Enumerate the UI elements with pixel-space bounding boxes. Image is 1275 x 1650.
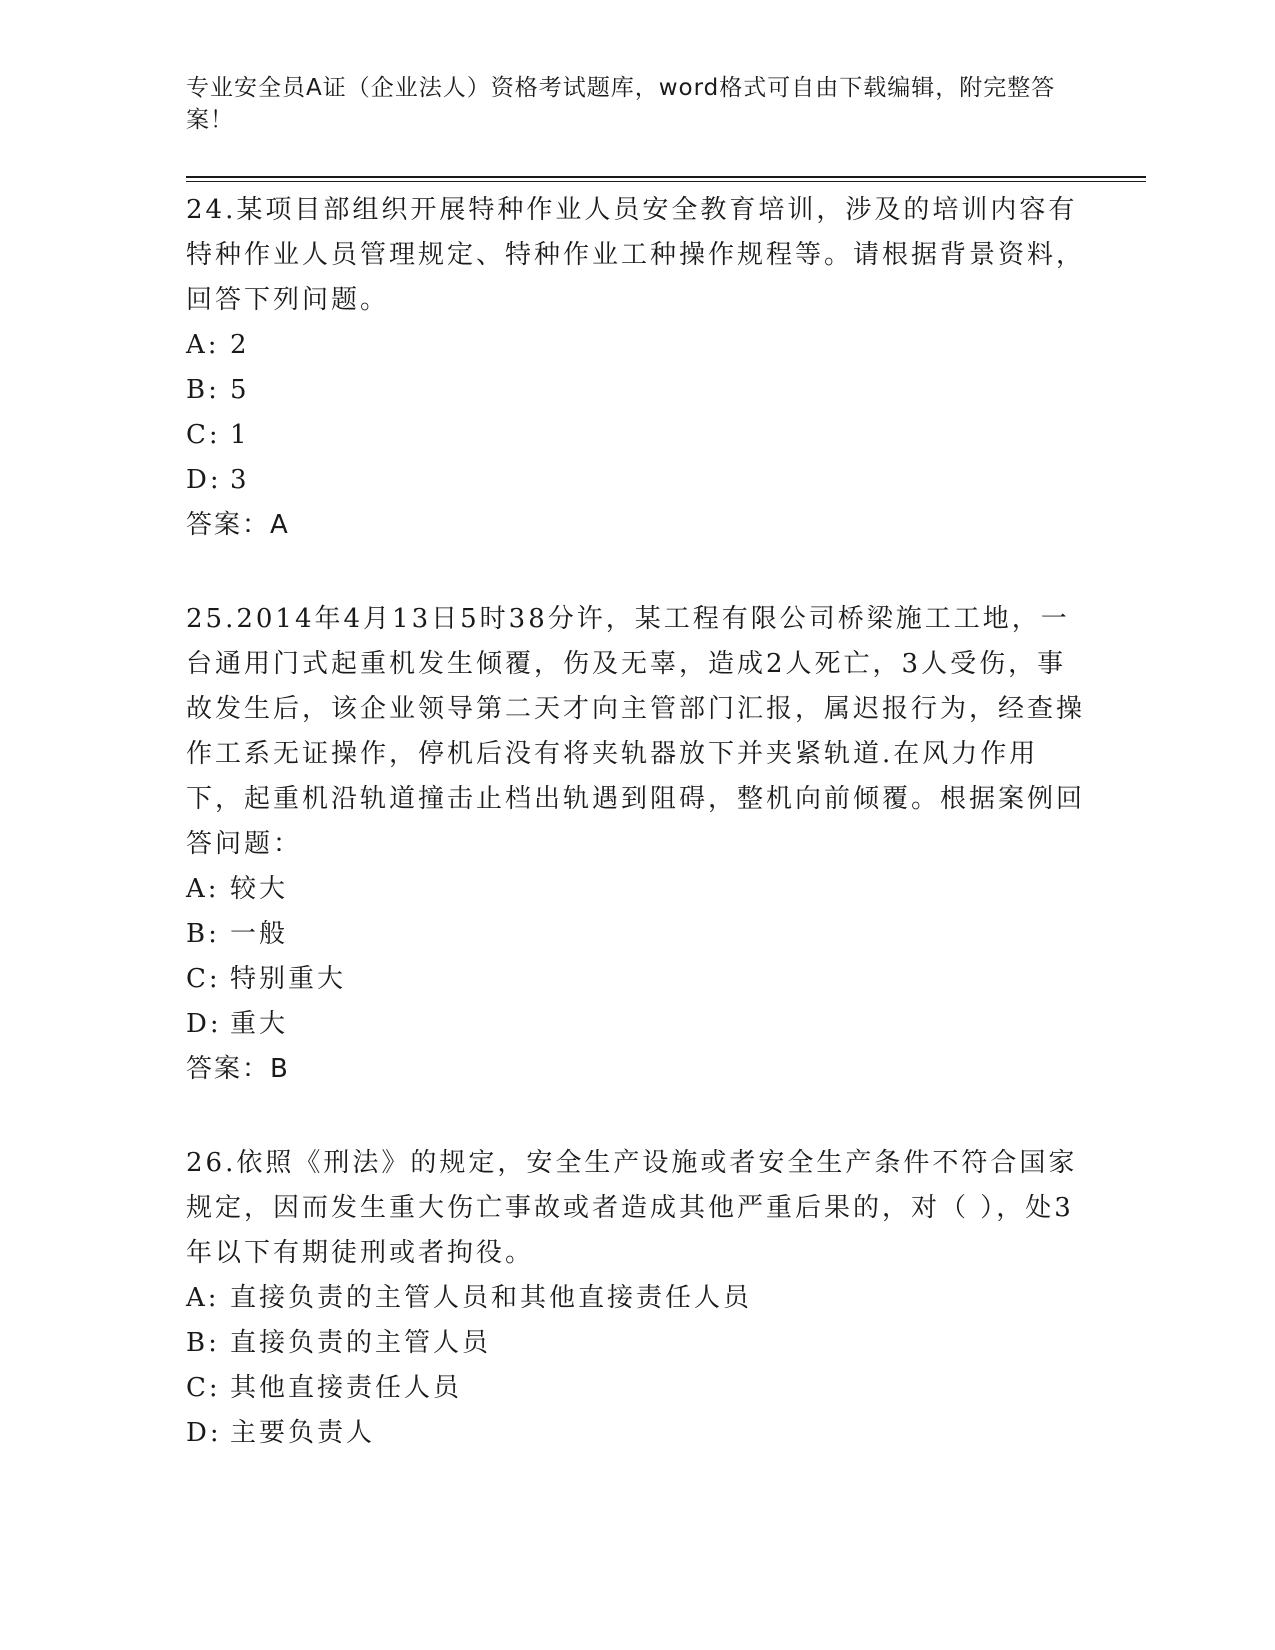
option-letter: C: — [186, 964, 221, 994]
option-text: 1 — [230, 420, 250, 450]
option-letter: C: — [186, 420, 221, 450]
option-letter: A: — [186, 1283, 220, 1313]
question-stem: 25.2014年4月13日5时38分许，某工程有限公司桥梁施工工地，一台通用门式起重机发生倾覆，伤及无辜，造成2人死亡，3人受伤，事故发生后，该企业领导第二天才向主管部门汇报，属迟报行为，经查操作工系无证操作，停机后没有将夹轨器放下并夹紧轨道.在风力作用下，起重机沿轨道撞击止档出轨遇到阻碍，整机向前倾覆。根据案例回答问题： — [186, 604, 1086, 859]
option-letter: B: — [186, 375, 220, 405]
option-d — [186, 1002, 1086, 1047]
option-c — [186, 413, 1086, 458]
option-text: 直接负责的主管人员 — [230, 1328, 492, 1358]
option-text: 一般 — [230, 919, 289, 949]
question-25 — [186, 597, 1086, 1092]
option-d — [186, 458, 1086, 503]
option-text: 其他直接责任人员 — [230, 1373, 463, 1403]
option-letter: D: — [186, 465, 222, 495]
option-text: 主要负责人 — [230, 1418, 376, 1448]
answer-line: 答案：B — [186, 1054, 290, 1084]
option-text: 特别重大 — [230, 964, 347, 994]
option-text: 较大 — [230, 874, 289, 904]
page-header: 专业安全员A证（企业法人）资格考试题库，word格式可自由下载编辑，附完整答案！ — [186, 75, 1056, 133]
option-a — [186, 323, 1086, 368]
option-text: 2 — [230, 330, 250, 360]
question-stem: 24.某项目部组织开展特种作业人员安全教育培训，涉及的培训内容有特种作业人员管理规定、特种作业工种操作规程等。请根据背景资料，回答下列问题。 — [186, 195, 1086, 315]
option-text: 重大 — [230, 1009, 289, 1039]
answer-line: 答案：A — [186, 510, 290, 540]
option-text: 5 — [230, 375, 250, 405]
option-letter: D: — [186, 1009, 222, 1039]
option-text: 直接负责的主管人员和其他直接责任人员 — [230, 1283, 753, 1313]
header-divider — [186, 176, 1146, 178]
option-letter: A: — [186, 330, 220, 360]
option-letter: C: — [186, 1373, 221, 1403]
question-26 — [186, 1141, 1086, 1456]
option-letter: B: — [186, 919, 220, 949]
option-a — [186, 867, 1086, 912]
option-text: 3 — [230, 465, 250, 495]
option-c — [186, 1366, 1086, 1411]
header-divider-thin — [186, 181, 1146, 182]
question-stem: 26.依照《刑法》的规定，安全生产设施或者安全生产条件不符合国家规定，因而发生重大伤亡事故或者造成其他严重后果的，对（ ），处3年以下有期徒刑或者拘役。 — [186, 1148, 1078, 1268]
option-letter: A: — [186, 874, 220, 904]
option-b — [186, 1321, 1086, 1366]
option-a — [186, 1276, 1086, 1321]
option-letter: D: — [186, 1418, 222, 1448]
option-d — [186, 1411, 1086, 1456]
question-24 — [186, 188, 1086, 548]
option-letter: B: — [186, 1328, 220, 1358]
option-b — [186, 368, 1086, 413]
option-b — [186, 912, 1086, 957]
option-c — [186, 957, 1086, 1002]
